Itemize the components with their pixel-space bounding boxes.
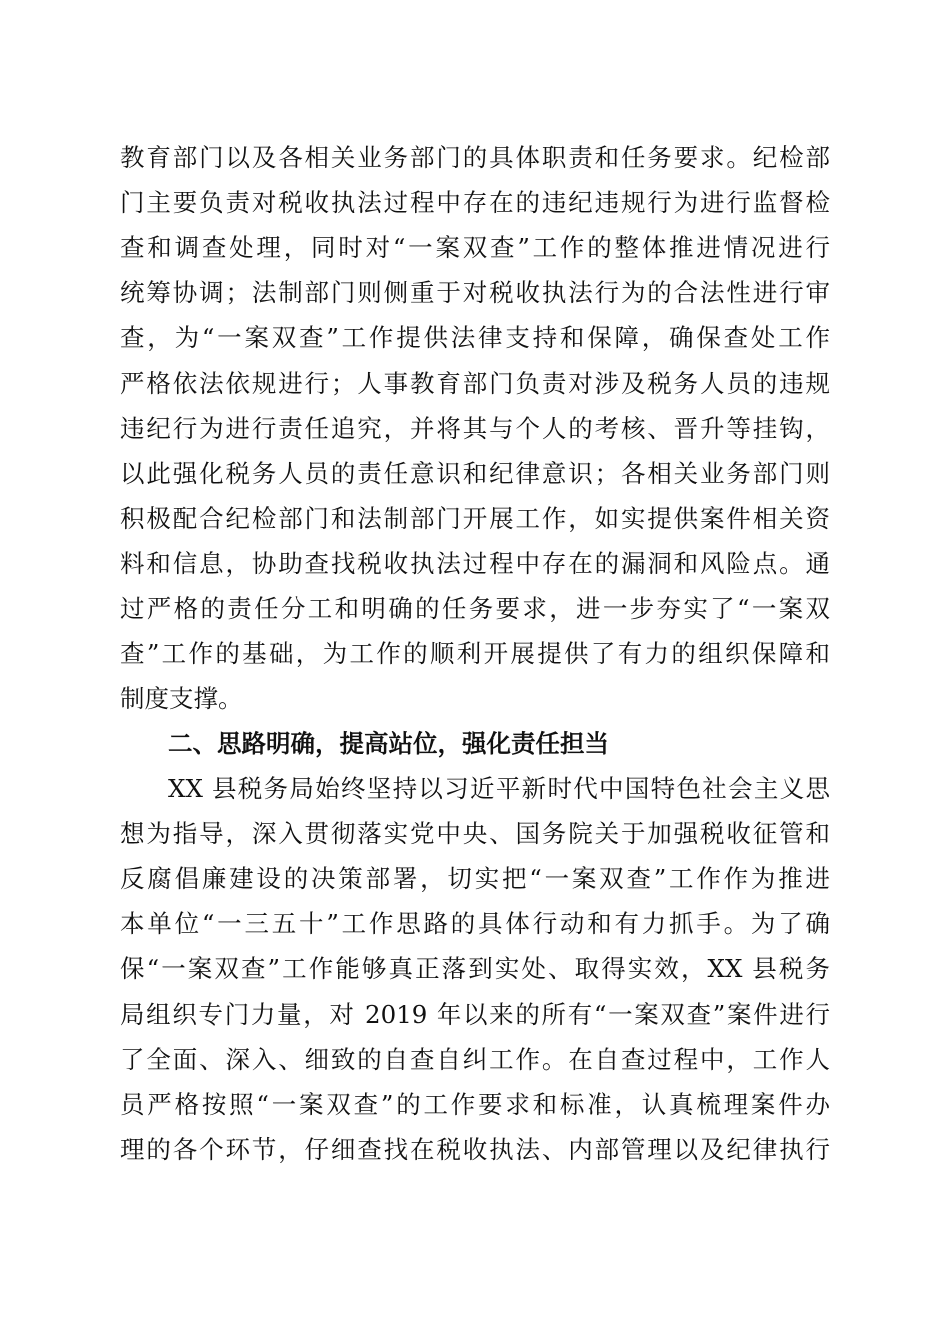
paragraph-line: 查和调查处理，同时对“一案双查”工作的整体推进情况进行 <box>120 233 830 262</box>
section-heading: 二、思路明确，提高站位，强化责任担当 <box>168 729 609 758</box>
paragraph-line: 积极配合纪检部门和法制部门开展工作，如实提供案件相关资 <box>120 504 830 533</box>
paragraph-line: 门主要负责对税收执法过程中存在的违纪违规行为进行监督检 <box>120 188 830 217</box>
paragraph-line: 局组织专门力量，对 2019 年以来的所有“一案双查”案件进行 <box>120 1000 830 1029</box>
paragraph-line: 统筹协调；法制部门则侧重于对税收执法行为的合法性进行审 <box>120 278 830 307</box>
paragraph-line: 制度支撑。 <box>120 684 243 713</box>
paragraph-line: 违纪行为进行责任追究，并将其与个人的考核、晋升等挂钩， <box>120 414 830 443</box>
paragraph-line: 想为指导，深入贯彻落实党中央、国务院关于加强税收征管和 <box>120 819 830 848</box>
paragraph-line: 查，为“一案双查”工作提供法律支持和保障，确保查处工作 <box>120 323 830 352</box>
paragraph-line: 过严格的责任分工和明确的任务要求，进一步夯实了“一案双 <box>120 594 830 623</box>
paragraph-line: 员严格按照“一案双查”的工作要求和标准，认真梳理案件办 <box>120 1090 830 1119</box>
paragraph-line: 了全面、深入、细致的自查自纠工作。在自查过程中，工作人 <box>120 1045 830 1074</box>
paragraph-line: 严格依法依规进行；人事教育部门负责对涉及税务人员的违规 <box>120 369 830 398</box>
paragraph-line: 以此强化税务人员的责任意识和纪律意识；各相关业务部门则 <box>120 459 830 488</box>
paragraph-line: 本单位“一三五十”工作思路的具体行动和有力抓手。为了确 <box>120 909 830 938</box>
paragraph-line: 理的各个环节，仔细查找在税收执法、内部管理以及纪律执行 <box>120 1135 830 1164</box>
paragraph-line: 反腐倡廉建设的决策部署，切实把“一案双查”工作作为推进 <box>120 864 830 893</box>
paragraph-line: 保“一案双查”工作能够真正落到实处、取得实效，XX 县税务 <box>120 954 830 983</box>
paragraph-line: XX 县税务局始终坚持以习近平新时代中国特色社会主义思 <box>168 774 830 803</box>
paragraph-line: 教育部门以及各相关业务部门的具体职责和任务要求。纪检部 <box>120 143 830 172</box>
paragraph-line: 查”工作的基础，为工作的顺利开展提供了有力的组织保障和 <box>120 639 830 668</box>
paragraph-line: 料和信息，协助查找税收执法过程中存在的漏洞和风险点。通 <box>120 549 830 578</box>
